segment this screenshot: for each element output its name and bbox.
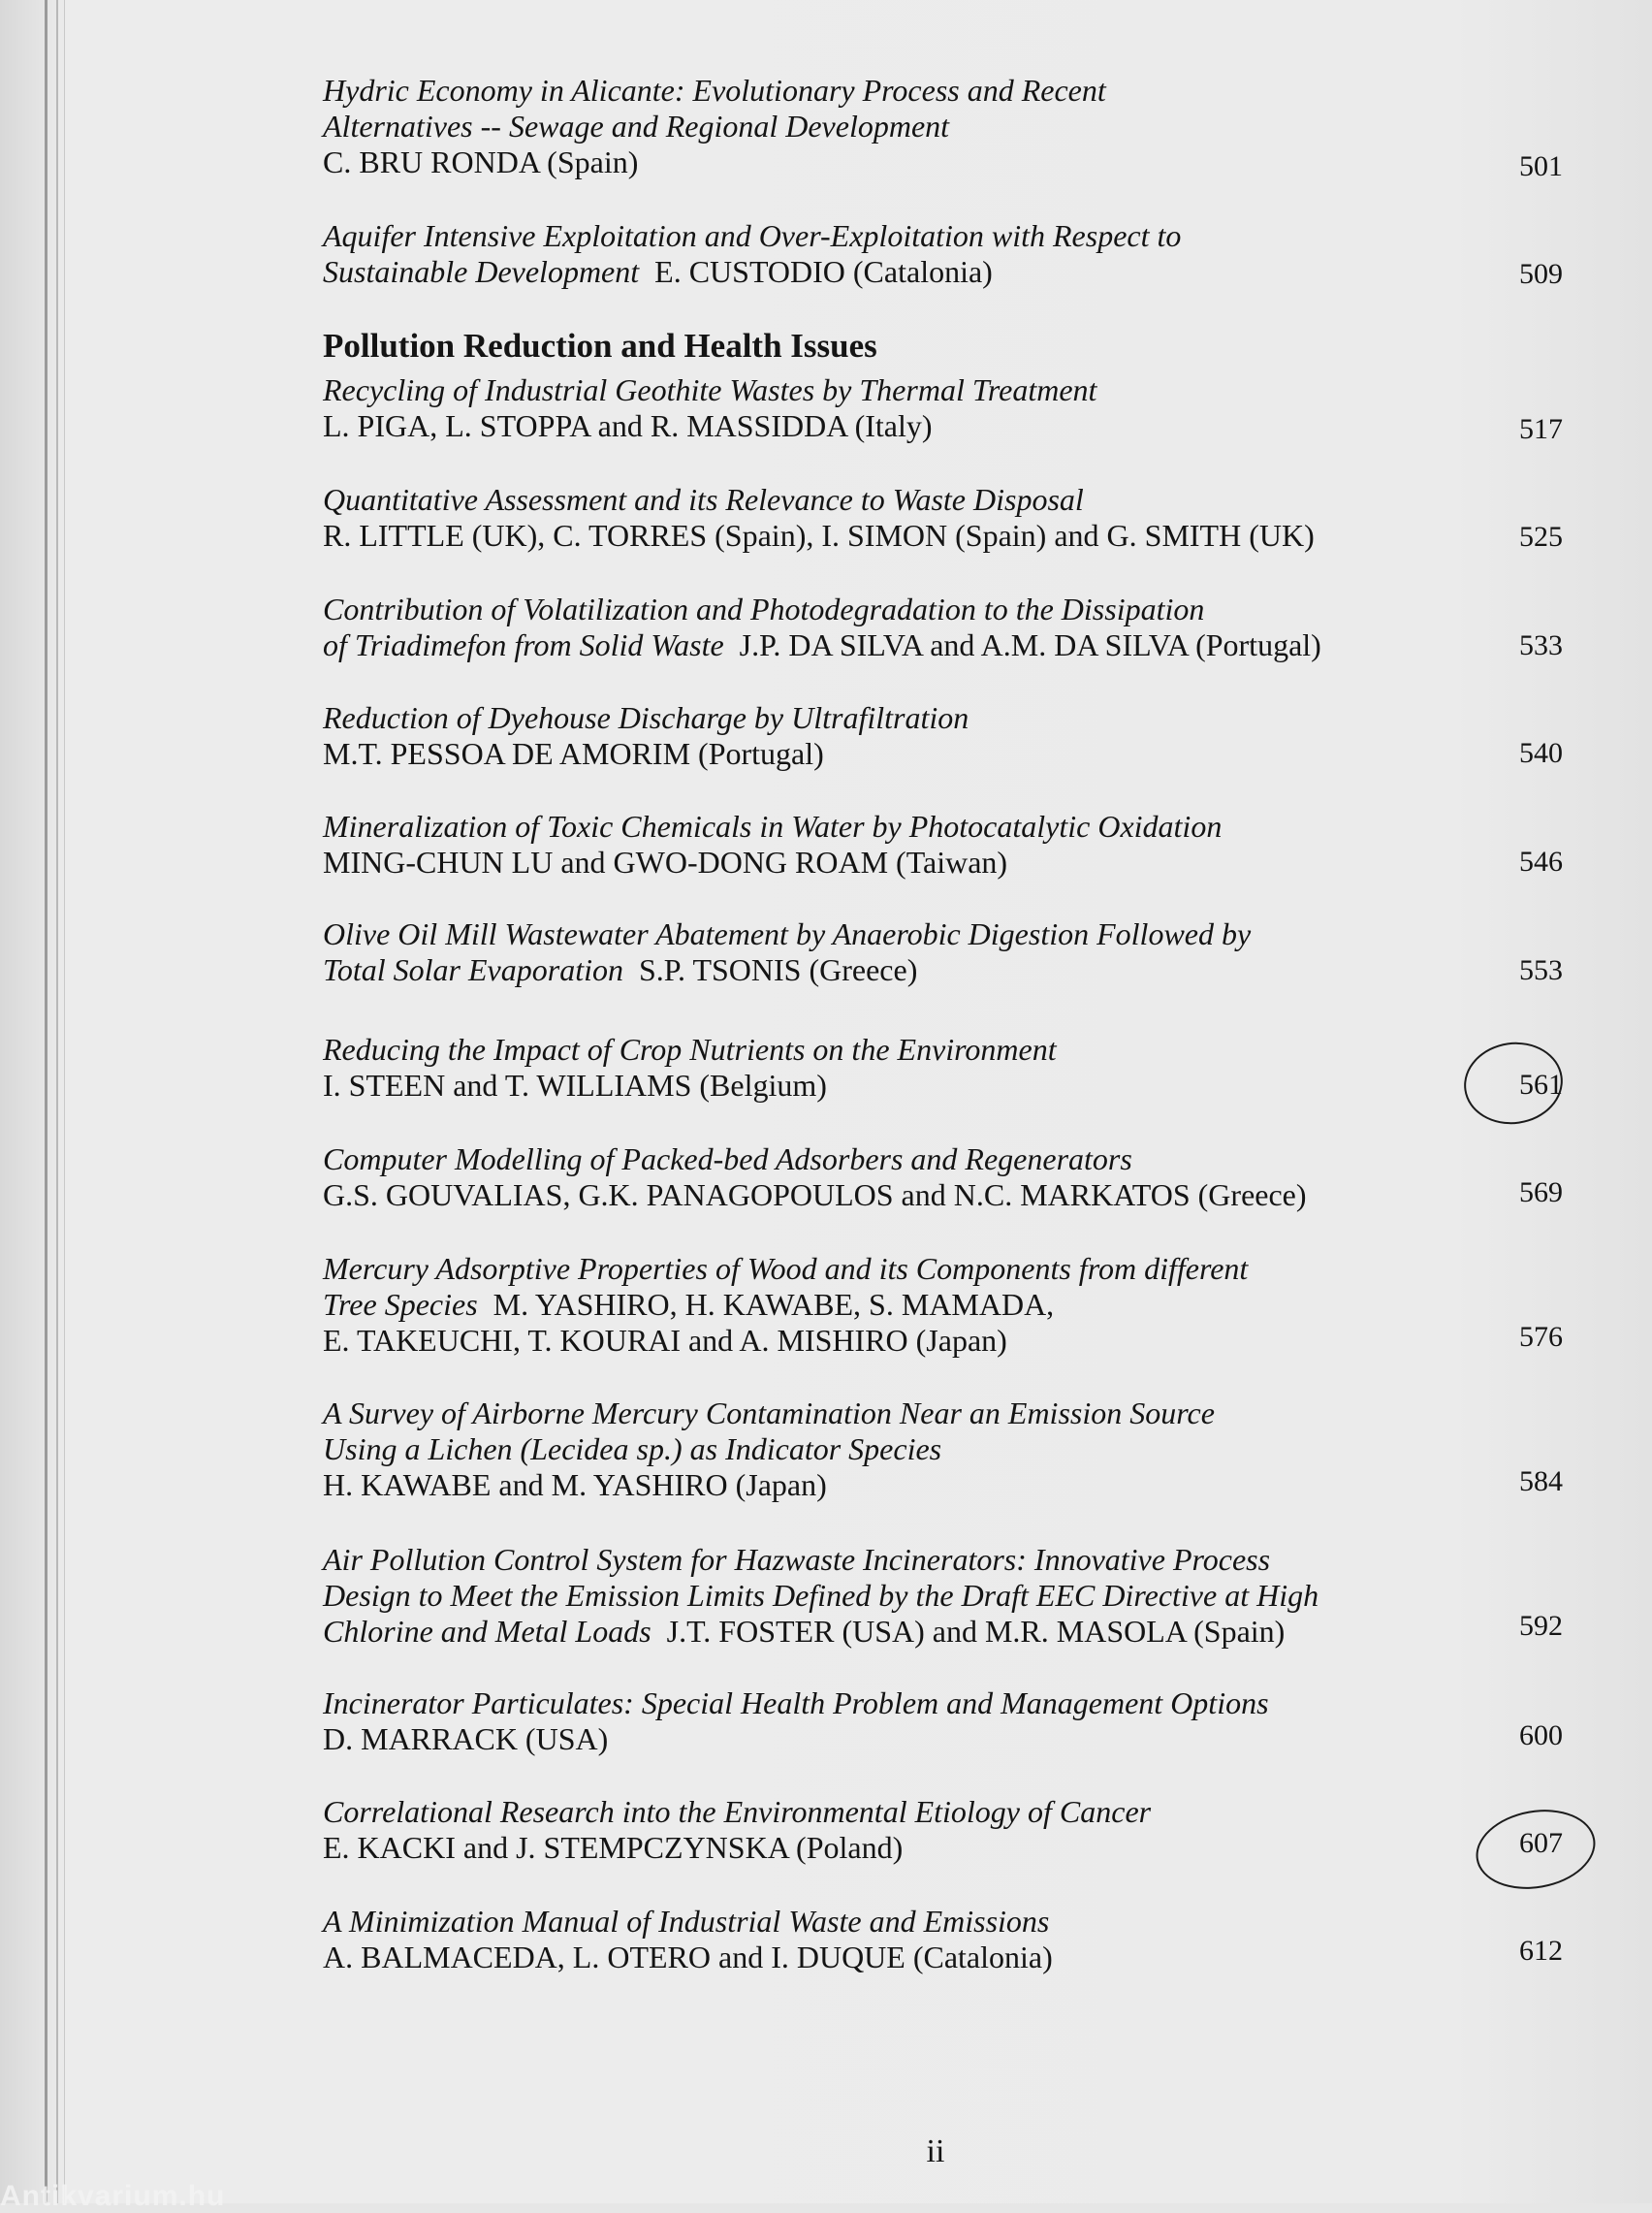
entry-authors: M.T. PESSOA DE AMORIM (Portugal) [323, 736, 824, 771]
entry-authors: S.P. TSONIS (Greece) [638, 952, 918, 987]
binding-shadow [45, 0, 48, 2203]
toc-entry [323, 218, 1564, 290]
entry-authors: E. KACKI and J. STEMPCZYNSKA (Poland) [323, 1830, 904, 1865]
entry-authors: C. BRU RONDA (Spain) [323, 144, 639, 179]
entry-title: Alternatives -- Sewage and Regional Development [323, 109, 950, 144]
entry-title: Mineralization of Toxic Chemicals in Water by Photocatalytic Oxidation [323, 809, 1223, 844]
entry-title: Incinerator Particulates: Special Health Problem and Management Options [323, 1685, 1269, 1720]
entry-title: Air Pollution Control System for Hazwaste Incinerators: Innovative Process [323, 1542, 1271, 1577]
page-number: 501 [1519, 150, 1563, 182]
entry-title: Olive Oil Mill Wastewater Abatement by Anaerobic Digestion Followed by [323, 916, 1252, 951]
page-number: 607 [1519, 1827, 1563, 1859]
entry-title: Hydric Economy in Alicante: Evolutionary Process and Recent [323, 73, 1106, 108]
toc-entry [323, 73, 1564, 180]
toc-entry [323, 1685, 1564, 1757]
entry-title [323, 1287, 1564, 1323]
page-number: 509 [1519, 258, 1563, 290]
toc-entry [323, 482, 1564, 554]
entry-title: Computer Modelling of Packed-bed Adsorbers and Regenerators [323, 1141, 1132, 1176]
entry-title [323, 254, 1564, 290]
entry-title-part: Total Solar Evaporation [323, 952, 623, 987]
entry-title [323, 1614, 1564, 1650]
toc-entry [323, 1904, 1564, 1975]
page-number: 540 [1519, 737, 1563, 769]
entry-title: Reduction of Dyehouse Discharge by Ultrafiltration [323, 700, 969, 735]
entry-title: A Minimization Manual of Industrial Waste and Emissions [323, 1904, 1050, 1939]
toc-entry [323, 1794, 1564, 1866]
toc-entry [323, 916, 1564, 988]
toc-entry [323, 1395, 1564, 1503]
entry-title: Aquifer Intensive Exploitation and Over-Exploitation with Respect to [323, 218, 1182, 253]
toc-entry [323, 372, 1564, 444]
toc-entry [323, 1251, 1564, 1359]
entry-title: Quantitative Assessment and its Relevance to Waste Disposal [323, 482, 1084, 517]
entry-title-part: Tree Species [323, 1287, 478, 1322]
entry-title: Correlational Research into the Environmental Etiology of Cancer [323, 1794, 1152, 1829]
page-number: 525 [1519, 521, 1563, 553]
entry-title-part: Sustainable Development [323, 254, 640, 289]
section-heading: Pollution Reduction and Health Issues [323, 327, 877, 365]
page-number: 612 [1519, 1935, 1563, 1967]
entry-authors: R. LITTLE (UK), C. TORRES (Spain), I. SIMON (Spain) and G. SMITH (UK) [323, 518, 1315, 553]
entry-title: Design to Meet the Emission Limits Defined by the Draft EEC Directive at High [323, 1578, 1319, 1613]
toc-entry [323, 1542, 1564, 1650]
entry-authors: E. CUSTODIO (Catalonia) [654, 254, 993, 289]
entry-authors: I. STEEN and T. WILLIAMS (Belgium) [323, 1068, 827, 1103]
toc-entry [323, 592, 1564, 663]
entry-title-part: Chlorine and Metal Loads [323, 1614, 651, 1649]
toc-entry [323, 1032, 1564, 1104]
binding-shadow [56, 0, 58, 2203]
entry-authors: A. BALMACEDA, L. OTERO and I. DUQUE (Catalonia) [323, 1940, 1053, 1974]
page-number: 553 [1519, 954, 1563, 986]
page-number: 576 [1519, 1321, 1563, 1353]
watermark: Antikvarium.hu [0, 2180, 226, 2212]
page-number: 592 [1519, 1610, 1563, 1642]
footer-page-number: ii [926, 2133, 945, 2169]
toc-entry [323, 1141, 1564, 1213]
entry-title [323, 952, 1564, 988]
entry-title: A Survey of Airborne Mercury Contamination Near an Emission Source [323, 1395, 1215, 1430]
binding-shadow [64, 0, 65, 2203]
toc-entry [323, 700, 1564, 772]
entry-authors: J.T. FOSTER (USA) and M.R. MASOLA (Spain) [666, 1614, 1286, 1649]
entry-authors: D. MARRACK (USA) [323, 1721, 609, 1756]
entry-title: Mercury Adsorptive Properties of Wood and its Components from different [323, 1251, 1249, 1286]
entry-title: Contribution of Volatilization and Photodegradation to the Dissipation [323, 592, 1205, 626]
entry-authors: E. TAKEUCHI, T. KOURAI and A. MISHIRO (Japan) [323, 1323, 1007, 1358]
entry-title: Using a Lichen (Lecidea sp.) as Indicator Species [323, 1431, 942, 1466]
toc-entry [323, 809, 1564, 881]
page-number: 517 [1519, 413, 1563, 445]
page-number: 569 [1519, 1176, 1563, 1208]
entry-authors: M. YASHIRO, H. KAWABE, S. MAMADA, [492, 1287, 1055, 1322]
entry-authors: L. PIGA, L. STOPPA and R. MASSIDDA (Italy) [323, 408, 933, 443]
entry-title: Reducing the Impact of Crop Nutrients on the Environment [323, 1032, 1057, 1067]
page-number: 546 [1519, 846, 1563, 878]
entry-authors: J.P. DA SILVA and A.M. DA SILVA (Portugal) [739, 627, 1321, 662]
entry-authors: G.S. GOUVALIAS, G.K. PANAGOPOULOS and N.C. MARKATOS (Greece) [323, 1177, 1307, 1212]
entry-authors: H. KAWABE and M. YASHIRO (Japan) [323, 1467, 827, 1502]
page-number: 584 [1519, 1465, 1563, 1497]
entry-title [323, 627, 1564, 663]
page-number: 561 [1519, 1069, 1563, 1101]
entry-title-part: of Triadimefon from Solid Waste [323, 627, 724, 662]
page-number: 600 [1519, 1719, 1563, 1751]
entry-title: Recycling of Industrial Geothite Wastes by Thermal Treatment [323, 372, 1097, 407]
page-number: 533 [1519, 629, 1563, 661]
entry-authors: MING-CHUN LU and GWO-DONG ROAM (Taiwan) [323, 845, 1008, 880]
